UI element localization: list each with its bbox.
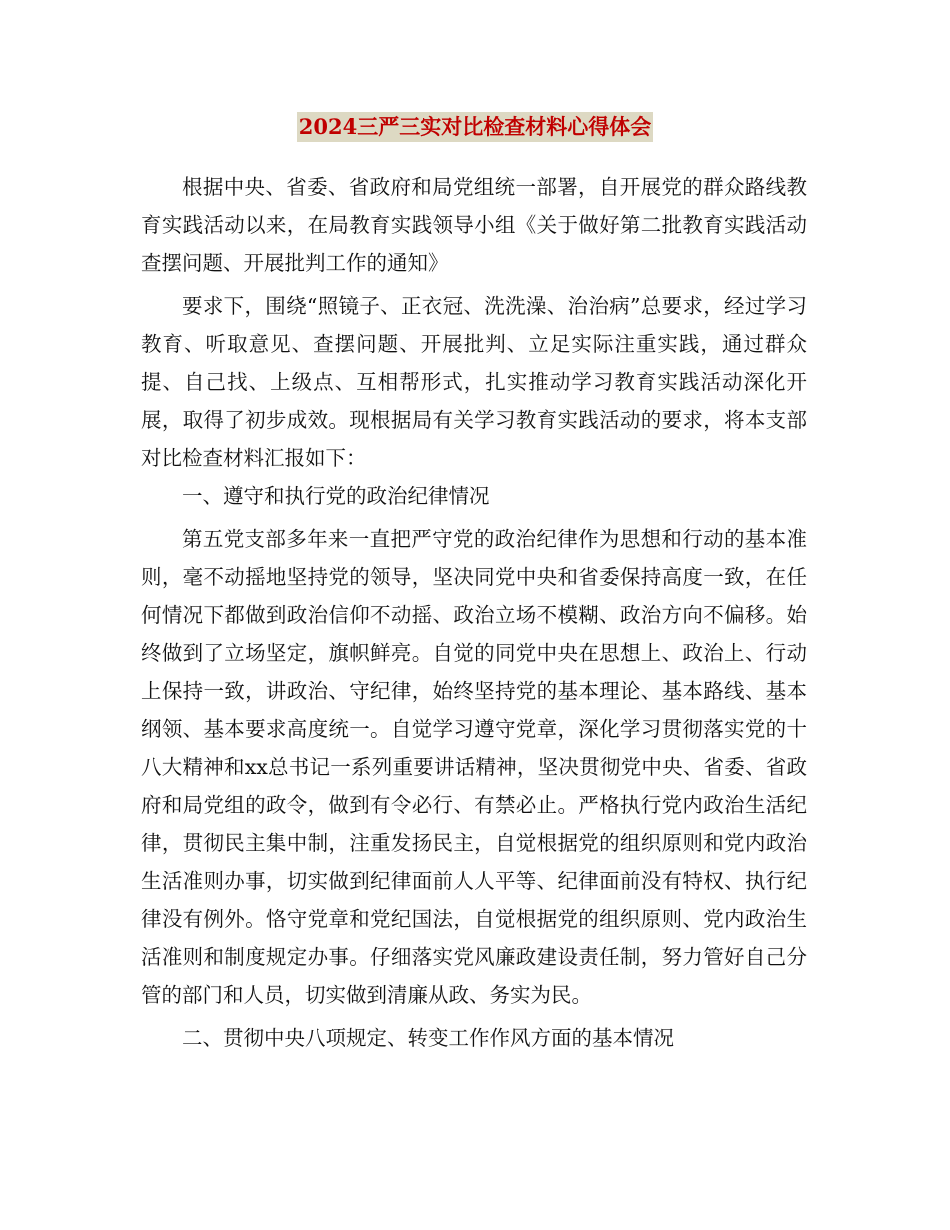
paragraph-intro: 根据中央、省委、省政府和局党组统一部署，自开展党的群众路线教育实践活动以来，在局教育实践领导小组《关于做好第二批教育实践活动查摆问题、开展批判工作的通知》 [141, 175, 807, 275]
paragraph-requirements: 要求下，围绕“照镜子、正衣冠、洗洗澡、治治病”总要求，经过学习教育、听取意见、查摆问题、开展批判、立足实际注重实践，通过群众提、自己找、上级点、互相帮形式，扎实推动学习教育实践活动深化开展，取得了初步成效。现根据局有关学习教育实践活动的要求，将本支部对比检查材料汇报如下： [141, 294, 807, 470]
section-heading-1: 一、遵守和执行党的政治纪律情况 [182, 484, 490, 508]
section-heading-2: 二、贯彻中央八项规定、转变工作作风方面的基本情况 [182, 1026, 674, 1050]
title-wrapper [0, 112, 950, 142]
document-title: 2024三严三实对比检查材料心得体会 [297, 112, 653, 142]
paragraph-political-discipline: 第五党支部多年来一直把严守党的政治纪律作为思想和行动的基本准则，毫不动摇地坚持党的领导，坚决同党中央和省委保持高度一致，在任何情况下都做到政治信仰不动摇、政治立场不模糊、政治方向不偏移。始终做到了立场坚定，旗帜鲜亮。自觉的同党中央在思想上、政治上、行动上保持一致，讲政治、守纪律，始终坚持党的基本理论、基本路线、基本纲领、基本要求高度统一。自觉学习遵守党章，深化学习贯彻落实党的十八大精神和xx总书记一系列重要讲话精神，坚决贯彻党中央、省委、省政府和局党组的政令，做到有令必行、有禁必止。严格执行党内政治生活纪律，贯彻民主集中制，注重发扬民主，自觉根据党的组织原则和党内政治生活准则办事，切实做到纪律面前人人平等、纪律面前没有特权、执行纪律没有例外。恪守党章和党纪国法，自觉根据党的组织原则、党内政治生活准则和制度规定办事。仔细落实党风廉政建设责任制，努力管好自己分管的部门和人员，切实做到清廉从政、务实为民。 [141, 527, 807, 1007]
document-body [141, 168, 807, 1057]
